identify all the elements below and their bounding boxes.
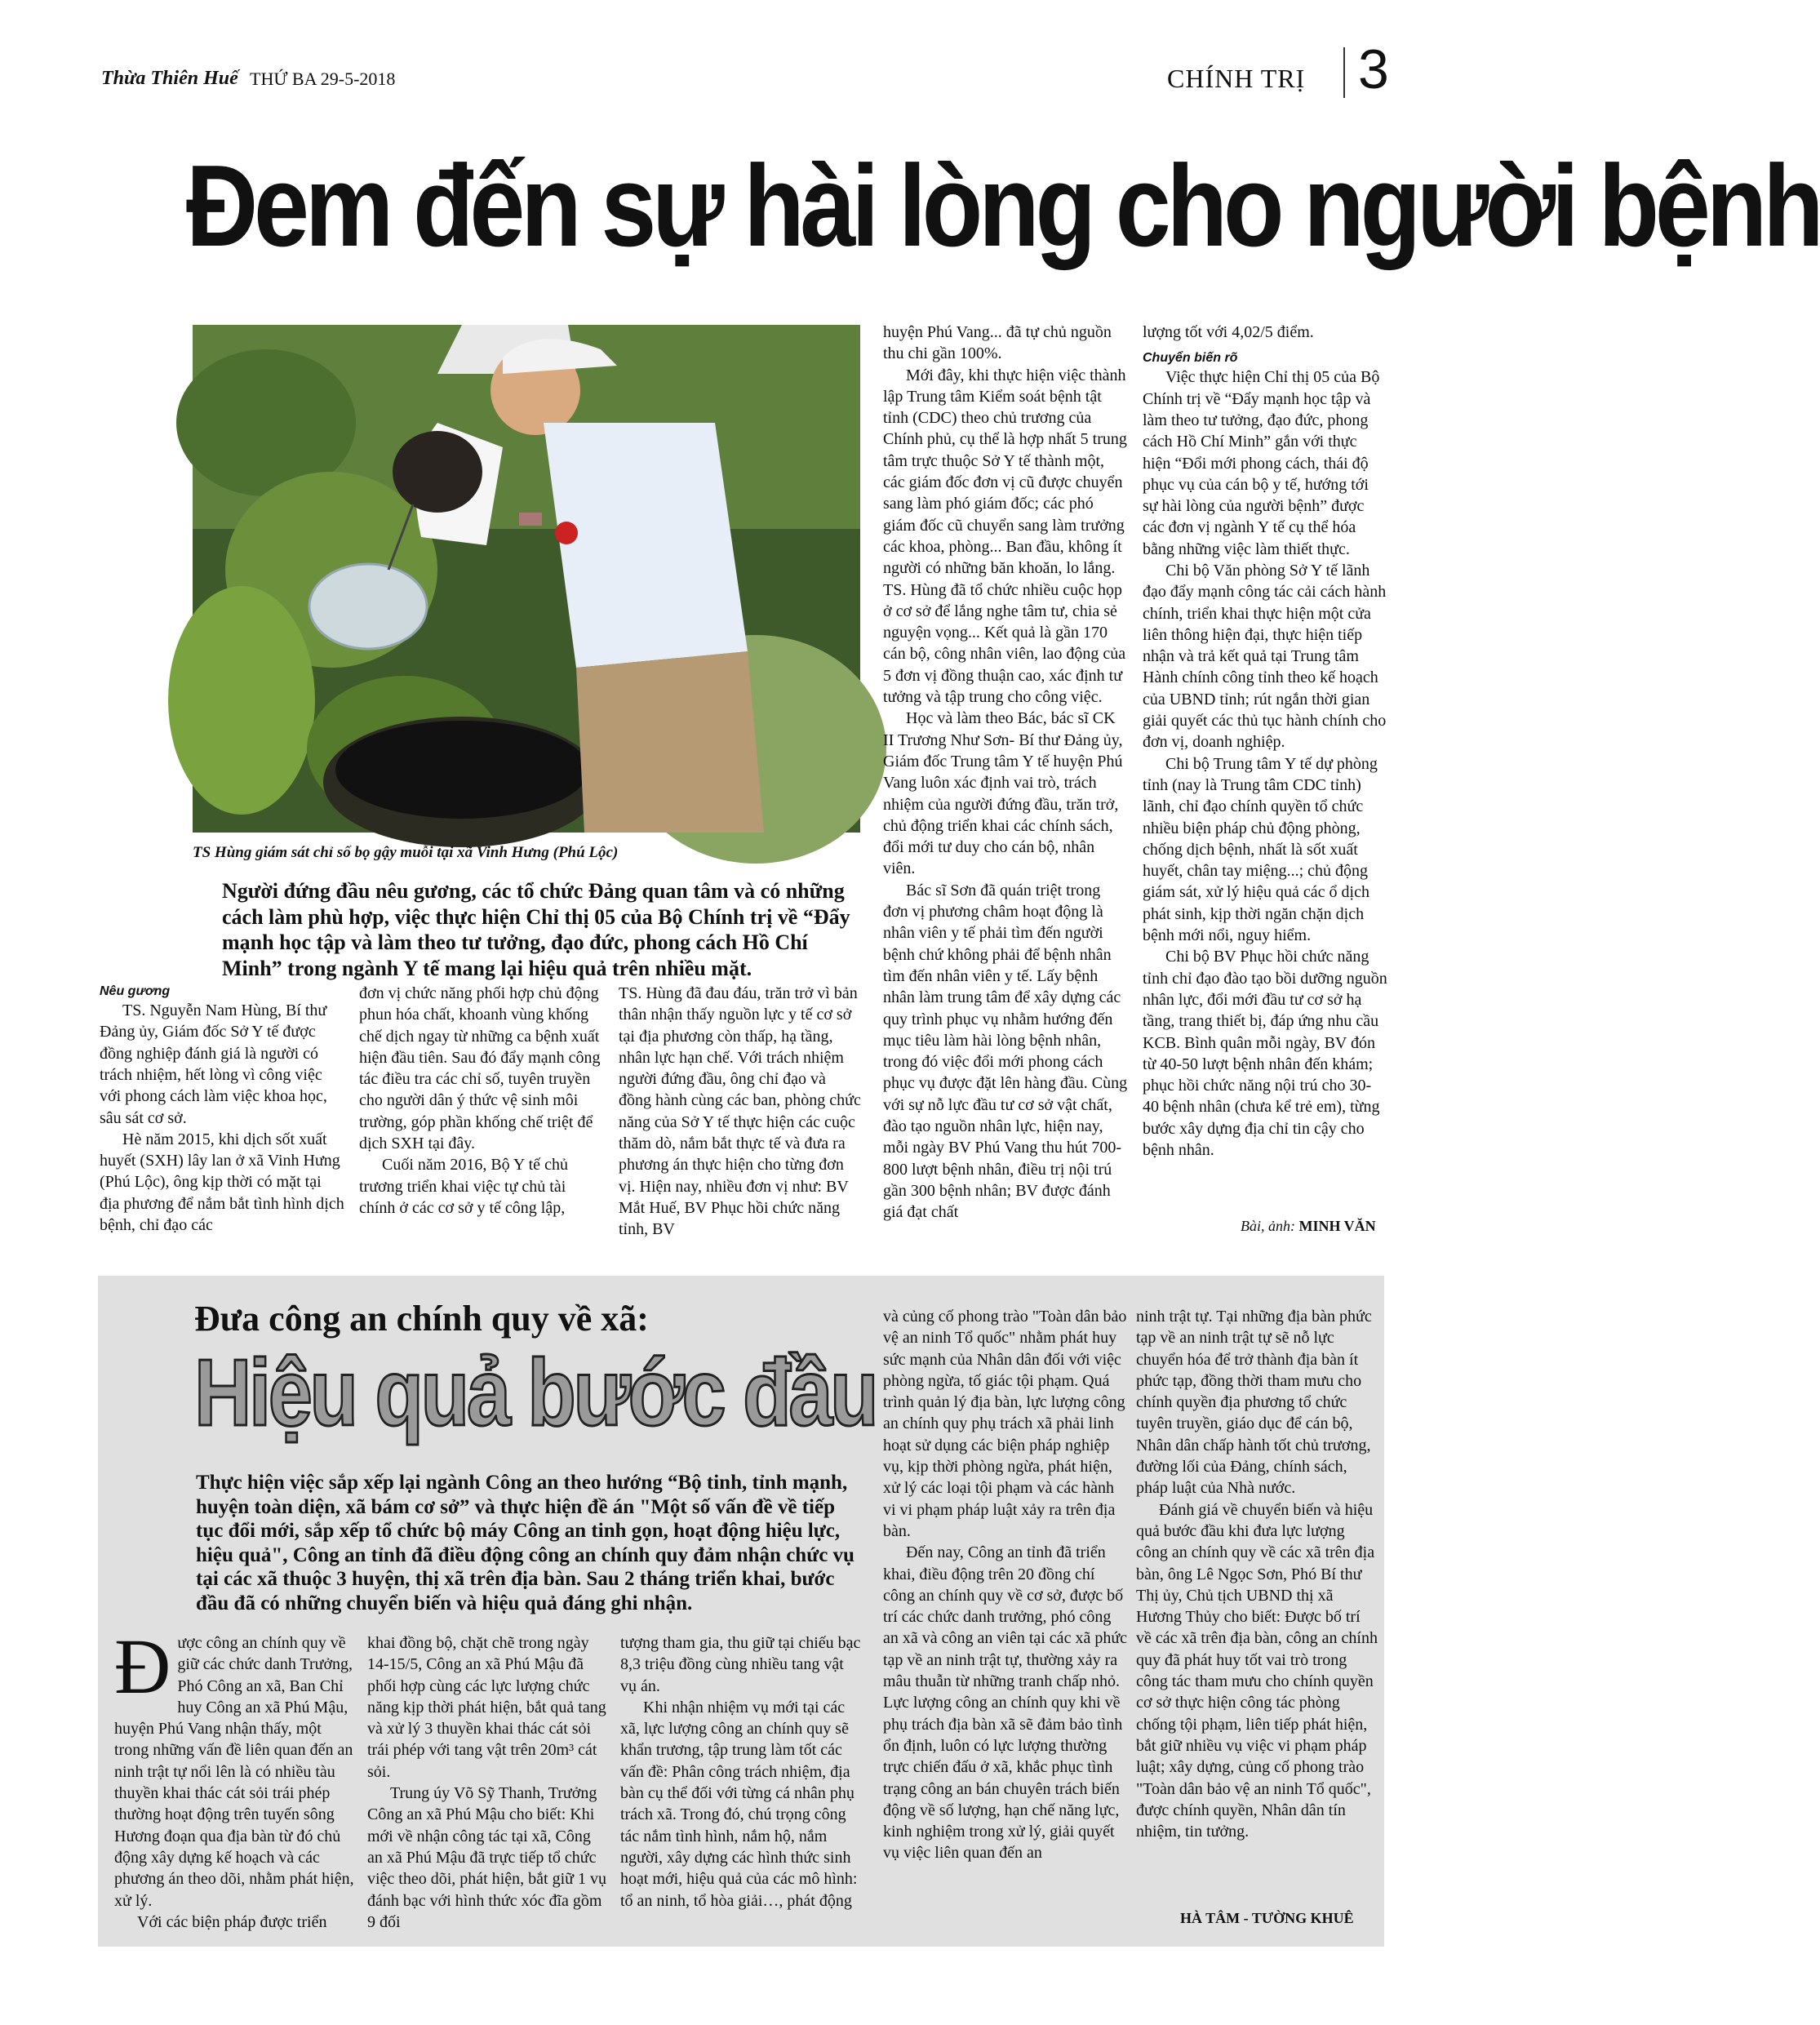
paragraph: TS. Nguyễn Nam Hùng, Bí thư Đảng ủy, Giám đốc Sở Y tế được đồng nghiệp đánh giá là người có trách nhiệm, hết lòng vì công việc với phong cách làm việc khoa học, sâu sát cơ sở. (100, 1001, 327, 1127)
paragraph: ninh trật tự. Tại những địa bàn phức tạp về an ninh trật tự sẽ nỗ lực chuyển hóa để trở thành địa bàn ít phức tạp, đồng thời tham mưu cho chính quyền địa phương tổ chức tuyên truyền, giáo dục để cán bộ, Nhân dân chấp hành tốt chủ trương, đường lối của Đảng, chính sách, pháp luật của Nhà nước. (1136, 1308, 1372, 1498)
article2-kicker: Đưa công an chính quy về xã: (194, 1299, 649, 1339)
paragraph: Trung úy Võ Sỹ Thanh, Trưởng Công an xã Phú Mậu cho biết: Khi mới về nhận công tác tại xã, Công an xã Phú Mậu đã trực tiếp tổ chức việc theo dõi, phát hiện, bắt giữ 1 vụ đánh bạc với hình thức xóc đĩa gồm 9 đối (367, 1784, 606, 1931)
paragraph: Với các biện pháp được triển (137, 1912, 327, 1931)
article1-lead: Người đứng đầu nêu gương, các tổ chức Đảng quan tâm và có những cách làm phù hợp, việc thực hiện Chỉ thị 05 của Bộ Chính trị về “Đẩy mạnh học tập và làm theo tư tưởng, đạo đức, phong cách Hồ Chí Minh” trong ngành Y tế mang lại hiệu quả trên nhiều mặt. (222, 879, 850, 981)
byline-author: MINH VĂN (1298, 1218, 1376, 1234)
header-divider (1343, 47, 1345, 98)
article2-column-5 (1136, 1306, 1379, 1842)
article1-byline (1241, 1218, 1376, 1235)
paragraph: và củng cố phong trào "Toàn dân bảo vệ an ninh Tổ quốc" nhằm phát huy sức mạnh của Nhân dân đối với việc phòng ngừa, tố giác tội phạm. Quá trình quản lý địa bàn, lực lượng công an chính quy phụ trách xã phải linh hoạt sử dụng các biện pháp nghiệp vụ, kịp thời phòng ngừa, phát hiện, xử lý các loại tội phạm và các hành vi vi phạm pháp luật xảy ra trên địa bàn. (883, 1308, 1127, 1540)
page-number: 3 (1358, 38, 1389, 100)
paragraph: TS. Hùng đã đau đáu, trăn trở vì bản thân nhận thấy nguồn lực y tế cơ sở tại địa phương còn thấp, hạ tầng, nhân lực hạn chế. Với trách nhiệm người đứng đầu, ông chỉ đạo và đồng hành cùng các ban, phòng chức năng của Sở Y tế thực hiện các cuộc thăm dò, nắm bắt thực tế và đưa ra phương án thực hiện cho từng đơn vị. Hiện nay, nhiều đơn vị như: BV Mắt Huế, BV Phục hồi chức năng tỉnh, BV (619, 984, 861, 1239)
paragraph: Hè năm 2015, khi dịch sốt xuất huyết (SXH) lây lan ở xã Vinh Hưng (Phú Lộc), ông kịp thời có mặt tại địa phương để nắm bắt tình hình dịch bệnh, chỉ đạo các (100, 1130, 344, 1234)
photo-caption: TS Hùng giám sát chỉ số bọ gậy muỗi tại xã Vinh Hưng (Phú Lộc) (193, 844, 619, 861)
article2-column-2 (367, 1632, 609, 1933)
paragraph: Việc thực hiện Chỉ thị 05 của Bộ Chính trị về “Đẩy mạnh học tập và làm theo tư tưởng, đạo đức, phong cách Hồ Chí Minh” gắn với thực hiện “Đổi mới phong cách, thái độ phục vụ của cán bộ y tế, hướng tới sự hài lòng của người bệnh” được các đơn vị ngành Y tế cụ thể hóa bằng những việc làm thiết thực. (1143, 368, 1380, 558)
article1-photo (193, 325, 860, 833)
paragraph: Chi bộ Trung tâm Y tế dự phòng tỉnh (nay là Trung tâm CDC tỉnh) lãnh, chỉ đạo chính quyền tổ chức nhiều biện pháp chủ động phòng, chống dịch bệnh, nhất là sốt xuất huyết, chân tay miệng...; chủ động giám sát, xử lý hiệu quả các ổ dịch phát sinh, kịp thời ngăn chặn dịch bệnh mới nổi, nguy hiểm. (1143, 754, 1378, 945)
article1-column-4 (883, 322, 1128, 1223)
article1-column-1 (100, 983, 344, 1236)
paragraph: Đến nay, Công an tỉnh đã triển khai, điều động trên 20 đồng chí công an chính quy về cơ sở, được bố trí các chức danh trưởng, phó công an xã và công an viên tại các xã phức tạp về an ninh trật tự, thường xảy ra mâu thuẫn từ những tranh chấp nhỏ. Lực lượng công an chính quy khi về phụ trách địa bàn xã sẽ đảm bảo tình ổn định, luôn có lực lượng thường trực chiến đấu ở xã, khắc phục tình trạng công an bán chuyên trách biến động về số lượng, hạn chế năng lực, kinh nghiệm trong xử lý, giải quyết vụ việc liên quan đến an (883, 1543, 1128, 1863)
drop-cap: Đ (114, 1623, 171, 1710)
paragraph: khai đồng bộ, chặt chẽ trong ngày 14-15/5, Công an xã Phú Mậu đã phối hợp cùng các lực lượng chức năng kịp thời phát hiện, bắt quả tang và xử lý 3 thuyền khai thác cát sỏi trái phép với tang vật trên 20m³ cát sỏi. (367, 1634, 606, 1781)
article2-headline: Hiệu quả bước đầu (194, 1339, 877, 1445)
article2-byline: HÀ TÂM - TƯỜNG KHUÊ (1180, 1910, 1354, 1926)
paragraph: huyện Phú Vang... đã tự chủ nguồn thu chi gần 100%. (883, 323, 1112, 363)
paragraph: Chi bộ Văn phòng Sở Y tế lãnh đạo đẩy mạnh công tác cải cách hành chính, triển khai thực hiện một cửa liên thông hiện đại, thực hiện tiếp nhận và trả kết quả tại Trung tâm Hành chính công tỉnh theo kế hoạch của UBND tỉnh; rút ngắn thời gian giải quyết các thủ tục hành chính cho đơn vị, doanh nghiệp. (1143, 562, 1387, 752)
newspaper-name: Thừa Thiên Huế (101, 68, 238, 89)
paragraph: Bác sĩ Sơn đã quán triệt trong đơn vị phương châm hoạt động là nhân viên y tế phải tìm đến người bệnh chứ không phải để bệnh nhân tìm đến nhân viên y tế. Lấy bệnh nhân làm trung tâm để xây dựng các quy trình phục vụ nhằm hướng đến mục tiêu làm hài lòng bệnh nhân, trong đó việc đổi mới phong cách phục vụ được đặt lên hàng đầu. Cùng với sự nỗ lực đầu tư cơ sở vật chất, đào tạo nguồn nhân lực, hiện nay, mỗi ngày BV Phú Vang thu hút 700-800 lượt bệnh nhân, điều trị nội trú gần 300 bệnh nhân; BV được đánh giá đạt chất (883, 881, 1128, 1222)
article2-column-1 (114, 1623, 357, 1933)
subhead-chuyen-bien: Chuyển biến rõ (1143, 351, 1238, 366)
paragraph: đơn vị chức năng phối hợp chủ động phun hóa chất, khoanh vùng khống chế dịch ngay từ những ca bệnh xuất hiện đầu tiên. Sau đó đẩy mạnh công tác điều tra các chỉ số, tuyên truyền cho người dân ý thức vệ sinh môi trường, góp phần khống chế triệt để dịch SXH tại đây. (359, 984, 601, 1153)
article2-column-4 (883, 1306, 1128, 1864)
paragraph-text: ược công an chính quy về giữ các chức danh Trưởng, Phó Công an xã, Ban Chỉ huy Công an xã Phú Mậu, huyện Phú Vang nhận thấy, một trong những vấn đề liên quan đến an ninh trật tự nổi lên là có nhiều tàu thuyền khai thác cát sỏi trái phép thường hoạt động trên tuyến sông Hương đoạn qua địa bàn từ đó chủ động xây dựng kế hoạch và các phương án theo dõi, nhằm phát hiện, xử lý. (114, 1634, 354, 1910)
article1-headline: Đem đến sự hài lòng cho người bệnh (186, 141, 1820, 271)
section-title: CHÍNH TRỊ (1167, 64, 1306, 93)
article1-column-2 (359, 983, 604, 1219)
issue-date: THỨ BA 29-5-2018 (250, 69, 396, 89)
paragraph: Mới đây, khi thực hiện việc thành lập Trung tâm Kiểm soát bệnh tật tỉnh (CDC) theo chủ trương của Chính phủ, cụ thể là hợp nhất 5 trung tâm trực thuộc Sở Y tế thành một, các giám đốc đơn vị cũ được chuyển sang làm phó giám đốc; các phó giám đốc cũ chuyển sang làm trưởng các khoa, phòng... Ban đầu, không ít người có những băn khoăn, lo lắng. TS. Hùng đã tổ chức nhiều cuộc họp ở cơ sở để lắng nghe tâm tư, chia sẻ nguyện vọng... Kết quả là gần 170 cán bộ, công nhân viên, lao động của 5 đơn vị đồng thuận cao, xác định tư tưởng và tập trung cho công việc. (883, 366, 1127, 707)
subhead-neu-guong: Nêu gương (100, 984, 171, 998)
byline-prefix: Bài, ảnh: (1241, 1218, 1299, 1234)
article1-column-5 (1143, 322, 1387, 1161)
paragraph: Khi nhận nhiệm vụ mới tại các xã, lực lượng công an chính quy sẽ khẩn trương, tập trung làm tốt các vấn đề: Phân công trách nhiệm, địa bàn cụ thể đối với từng cá nhân phụ trách xã. Trong đó, chú trọng công tác nắm tình hình, nắm hộ, nắm người, xây dựng các hình thức sinh hoạt mới, hiệu quả của các mô hình: tổ an ninh, tổ hòa giải…, phát động (620, 1698, 858, 1910)
paragraph: Chi bộ BV Phục hồi chức năng tỉnh chỉ đạo đào tạo bồi dưỡng nguồn nhân lực, đổi mới đầu tư cơ sở hạ tầng, trang thiết bị, đáp ứng nhu cầu KCB. Bình quân mỗi ngày, BV đón từ 40-50 lượt bệnh nhân đến khám; phục hồi chức năng nội trú cho 30-40 bệnh nhân (chưa kể trẻ em), từng bước xây dựng địa chỉ tin cậy cho bệnh nhân. (1143, 948, 1387, 1160)
article1-column-3 (619, 983, 862, 1241)
article2-lead: Thực hiện việc sắp xếp lại ngành Công an theo hướng “Bộ tinh, tỉnh mạnh, huyện toàn diện, xã bám cơ sở” và thực hiện đề án "Một số vấn đề về tiếp tục đổi mới, sắp xếp tổ chức bộ máy Công an tinh gọn, hoạt động hiệu lực, hiệu quả", Công an tỉnh đã điều động công an chính quy đảm nhận chức vụ tại các xã thuộc 3 huyện, thị xã trên địa bàn. Sau 2 tháng triển khai, bước đầu đã có những chuyển biến và hiệu quả đáng ghi nhận. (196, 1472, 855, 1614)
paragraph: Đánh giá về chuyển biến và hiệu quả bước đầu khi đưa lực lượng công an chính quy về các xã trên địa bàn, ông Lê Ngọc Sơn, Phó Bí thư Thị ủy, Chủ tịch UBND thị xã Hương Thủy cho biết: Được bố trí về các xã trên địa bàn, công an chính quy đã phát huy tốt vai trò trong công tác tham mưu cho chính quyền cơ sở thực hiện công tác phòng chống tội phạm, liên tiếp phát hiện, bắt giữ nhiều vụ việc vi phạm pháp luật; xây dựng, củng cố phong trào "Toàn dân bảo vệ an ninh Tổ quốc", được chính quyền, Nhân dân tín nhiệm, tin tưởng. (1136, 1500, 1378, 1841)
paragraph: Học và làm theo Bác, bác sĩ CK II Trương Như Sơn- Bí thư Đảng ủy, Giám đốc Trung tâm Y tế huyện Phú Vang luôn xác định vai trò, trách nhiệm của người đứng đầu, trăn trở, chủ động triển khai các chính sách, đổi mới tư duy cho cán bộ, nhân viên. (883, 709, 1123, 878)
paragraph: lượng tốt với 4,02/5 điểm. (1143, 323, 1314, 341)
paragraph: Cuối năm 2016, Bộ Y tế chủ trương triển khai việc tự chủ tài chính ở các cơ sở y tế công lập, (359, 1156, 568, 1217)
paragraph (114, 1623, 357, 1912)
article2-column-3 (620, 1632, 863, 1912)
paragraph: tượng tham gia, thu giữ tại chiếu bạc 8,3 triệu đồng cùng nhiều tang vật vụ án. (620, 1634, 861, 1695)
